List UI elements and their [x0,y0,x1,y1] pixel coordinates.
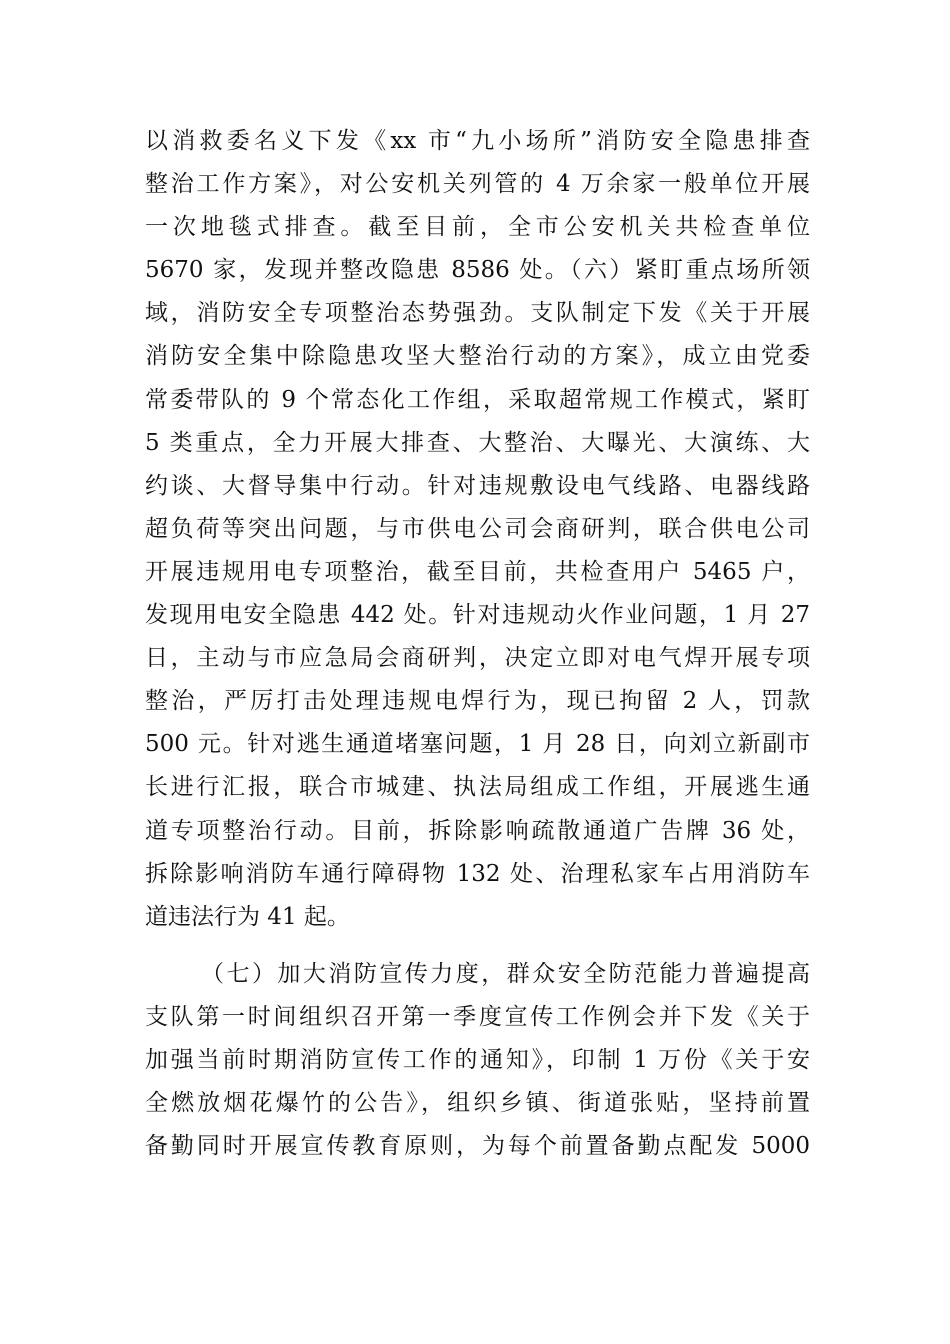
text-line: 整治，严厉打击处理违规电焊行为，现已拘留 2 人，罚款 [145,688,810,715]
text-line: 加强当前时期消防宣传工作的通知》，印制 1 万份《关于安 [145,1046,810,1073]
text-line: 消防安全集中除隐患攻坚大整治行动的方案》，成立由党委 [145,343,810,370]
text-line: 常委带队的 9 个常态化工作组，采取超常规工作模式，紧盯 [145,386,810,413]
text-line: 整治工作方案》，对公安机关列管的 4 万余家一般单位开展 [145,171,810,198]
text-line: 道违法行为 41 起。 [145,903,350,930]
text-line: 开展违规用电专项整治，截至目前，共检查用户 5465 户， [145,558,810,585]
text-line: 5 类重点，全力开展大排查、大整治、大曝光、大演练、大 [145,429,810,456]
text-line: 发现用电安全隐患 442 处。针对违规动火作业问题，1 月 27 [145,602,810,629]
text-line: 道专项整治行动。目前，拆除影响疏散通道广告牌 36 处， [145,817,810,844]
text-line: 500 元。针对逃生通道堵塞问题，1 月 28 日，向刘立新副市 [145,731,810,758]
text-line: 日，主动与市应急局会商研判，决定立即对电气焊开展专项 [145,645,810,672]
text-line: 一次地毯式排查。截至目前，全市公安机关共检查单位 [145,214,810,241]
text-line: 超负荷等突出问题，与市供电公司会商研判，联合供电公司 [145,515,810,542]
text-line: 5670 家，发现并整改隐患 8586 处。（六）紧盯重点场所领 [145,257,810,284]
paragraph-1 [145,120,810,939]
paragraph-2 [145,953,810,1168]
text-line: 长进行汇报，联合市城建、执法局组成工作组，开展逃生通 [145,774,810,801]
text-line: 全燃放烟花爆竹的公告》，组织乡镇、街道张贴，坚持前置 [145,1090,810,1117]
text-line: 拆除影响消防车通行障碍物 132 处、治理私家车占用消防车 [145,860,810,887]
section-heading-line: （七）加大消防宣传力度，群众安全防范能力普遍提高 [201,960,810,987]
text-line: 支队第一时间组织召开第一季度宣传工作例会并下发《关于 [145,1003,810,1030]
paragraph-spacer [145,939,810,953]
document-body [145,120,810,1168]
text-line: 以消救委名义下发《xx 市“九小场所”消防安全隐患排查 [145,128,810,154]
text-line: 约谈、大督导集中行动。针对违规敷设电气线路、电器线路 [145,472,810,499]
text-line: 域，消防安全专项整治态势强劲。支队制定下发《关于开展 [145,300,810,327]
text-line: 备勤同时开展宣传教育原则，为每个前置备勤点配发 5000 [145,1133,810,1160]
